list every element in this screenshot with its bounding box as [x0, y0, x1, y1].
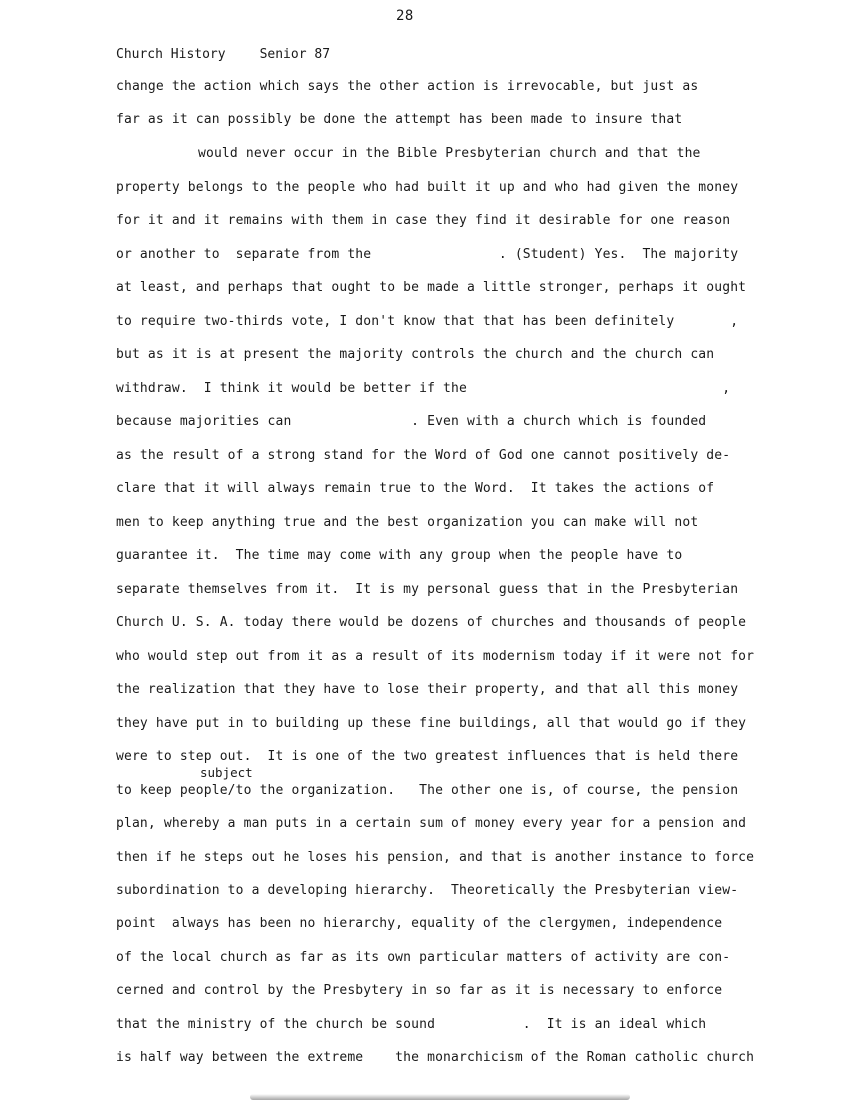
- body-line: men to keep anything true and the best organization you can make will not: [116, 515, 699, 530]
- body-line: point always has been no hierarchy, equality of the clergymen, independence: [116, 916, 723, 931]
- body-line: subordination to a developing hierarchy. Theoretically the Presbyterian view-: [116, 883, 739, 898]
- body-line: separate themselves from it. It is my personal guess that in the Presbyterian: [116, 582, 739, 597]
- body-line: would never occur in the Bible Presbyterian church and that the: [198, 146, 701, 161]
- body-line: for it and it remains with them in case they find it desirable for one reason: [116, 213, 731, 228]
- body-line: guarantee it. The time may come with any group when the people have to: [116, 548, 683, 563]
- body-line: they have put in to building up these fine buildings, all that would go if they: [116, 716, 747, 731]
- body-line: to require two-thirds vote, I don't know that that has been definitely ,: [116, 314, 739, 329]
- body-line: that the ministry of the church be sound . It is an ideal which: [116, 1017, 707, 1032]
- body-line: change the action which says the other action is irrevocable, but just as: [116, 79, 699, 94]
- body-line: as the result of a strong stand for the Word of God one cannot positively de-: [116, 448, 731, 463]
- page-number: 28: [396, 8, 414, 24]
- body-line: far as it can possibly be done the attempt has been made to insure that: [116, 112, 683, 127]
- body-line: who would step out from it as a result of its modernism today if it were not for: [116, 649, 755, 664]
- body-line: cerned and control by the Presbytery in so far as it is necessary to enforce: [116, 983, 723, 998]
- class-label: Senior 87: [259, 47, 331, 62]
- body-line: at least, and perhaps that ought to be made a little stronger, perhaps it ought: [116, 280, 747, 295]
- body-line: clare that it will always remain true to the Word. It takes the actions of: [116, 481, 715, 496]
- page-header: [116, 47, 364, 62]
- body-line: then if he steps out he loses his pension, and that is another instance to force: [116, 850, 755, 865]
- body-line: plan, whereby a man puts in a certain sum of money every year for a pension and: [116, 816, 747, 831]
- body-line: but as it is at present the majority controls the church and the church can: [116, 347, 715, 362]
- body-line: to keep people/to the organization. The other one is, of course, the pension: [116, 783, 739, 798]
- course-title: Church History: [116, 47, 226, 62]
- handwritten-insert: subject: [200, 765, 253, 780]
- scan-edge-shadow: [250, 1094, 630, 1100]
- body-line: because majorities can . Even with a church which is founded: [116, 414, 707, 429]
- body-line: Church U. S. A. today there would be dozens of churches and thousands of people: [116, 615, 747, 630]
- body-line: is half way between the extreme the monarchicism of the Roman catholic church: [116, 1050, 755, 1065]
- body-line: property belongs to the people who had built it up and who had given the money: [116, 180, 739, 195]
- body-line: were to step out. It is one of the two greatest influences that is held there: [116, 749, 739, 764]
- body-line: withdraw. I think it would be better if the ,: [116, 381, 731, 396]
- body-line: the realization that they have to lose their property, and that all this money: [116, 682, 739, 697]
- body-line: of the local church as far as its own particular matters of activity are con-: [116, 950, 731, 965]
- body-line: or another to separate from the . (Student) Yes. The majority: [116, 247, 739, 262]
